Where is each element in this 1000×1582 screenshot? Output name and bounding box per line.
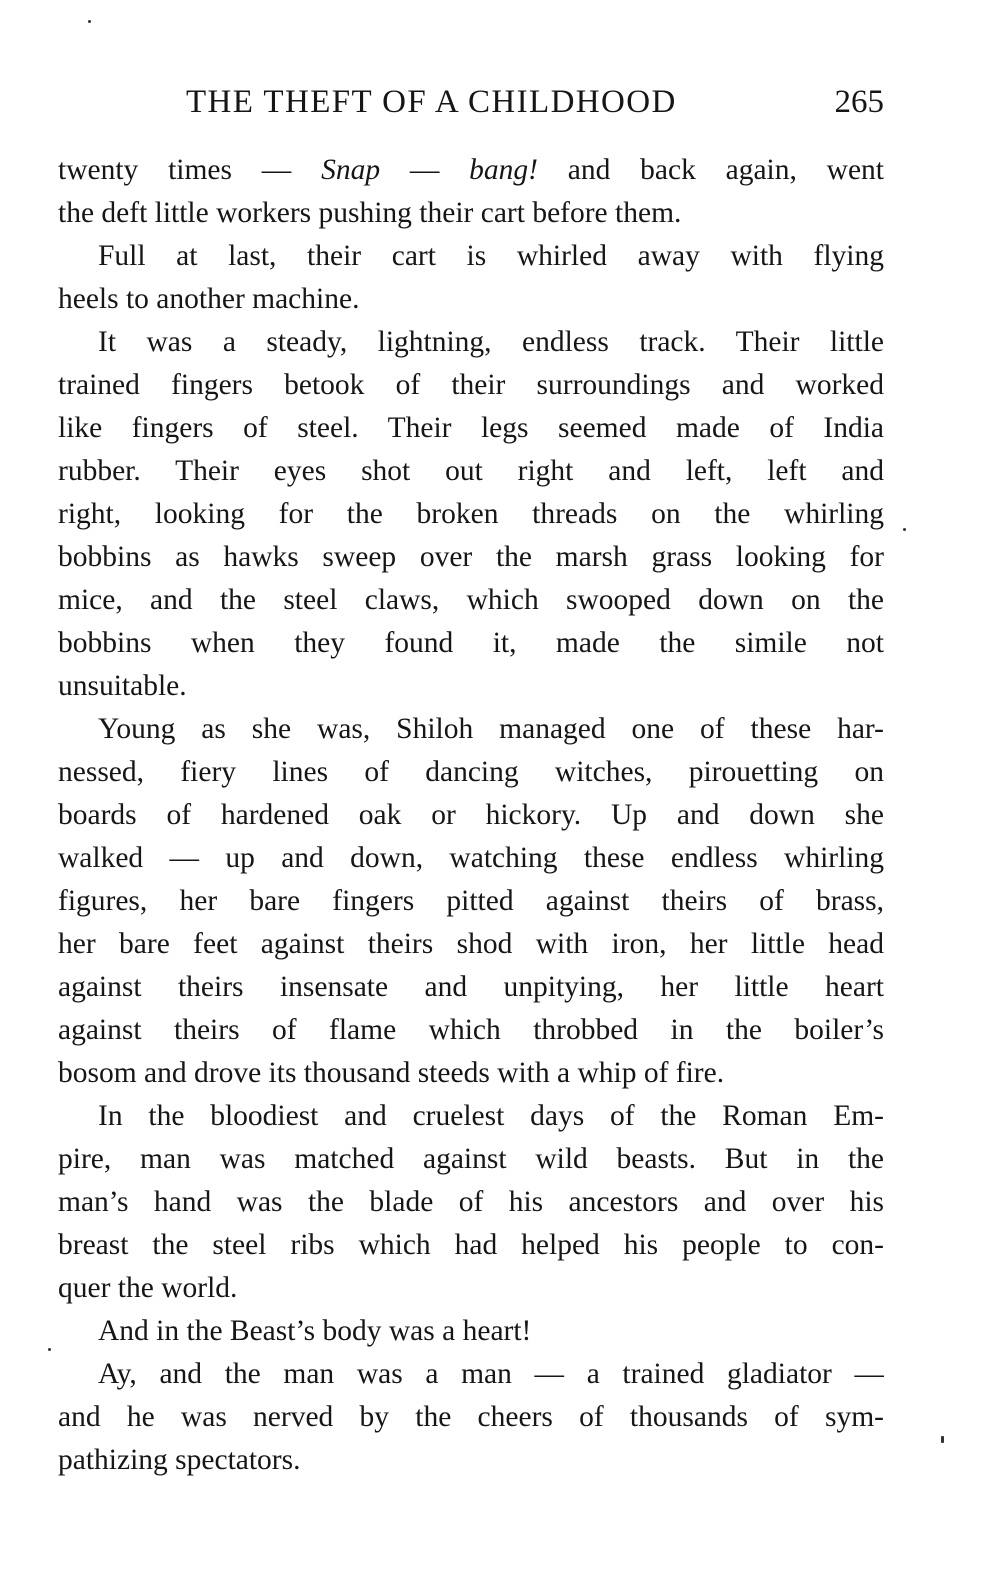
text-line: and he was nerved by the cheers of thousands of sym- [58,1401,884,1433]
text-line: twenty times — Snap — bang! and back again, went [58,154,884,186]
text-line: pathizing spectators. [58,1444,301,1476]
text-line: against theirs of flame which throbbed in the boiler’s [58,1014,884,1046]
text-line: In the bloodiest and cruelest days of the Roman Em- [98,1100,884,1132]
scan-speck [903,528,906,531]
text-line: man’s hand was the blade of his ancestors and over his [58,1186,884,1218]
body-text [58,149,884,1482]
text-line: against theirs insensate and unpitying, her little heart [58,971,884,1003]
text-line: unsuitable. [58,670,187,702]
text-line: the deft little workers pushing their cart before them. [58,197,682,229]
text-line: figures, her bare fingers pitted against theirs of brass, [58,885,884,917]
text-line: heels to another machine. [58,283,360,315]
text-line: walked — up and down, watching these endless whirling [58,842,884,874]
running-title: THE THEFT OF A CHILDHOOD [186,84,677,120]
text-line: bosom and drove its thousand steeds with a whip of fire. [58,1057,725,1089]
page-number: 265 [834,84,884,120]
text-line: nessed, fiery lines of dancing witches, pirouetting on [58,756,884,788]
scan-speck [48,1348,51,1351]
text-line: breast the steel ribs which had helped his people to con- [58,1229,884,1261]
text-line: It was a steady, lightning, endless track. Their little [98,326,884,358]
text-line: mice, and the steel claws, which swooped down on the [58,584,884,616]
italic-word: Snap [321,154,381,186]
text-line: right, looking for the broken threads on the whirling [58,498,884,530]
scan-speck [88,20,91,23]
text-line: Young as she was, Shiloh managed one of these har- [98,713,884,745]
text-line: like fingers of steel. Their legs seemed made of India [58,412,884,444]
text-line: And in the Beast’s body was a heart! [98,1315,532,1347]
text-line: bobbins as hawks sweep over the marsh grass looking for [58,541,884,573]
text-line: pire, man was matched against wild beasts. But in the [58,1143,884,1175]
text-line: her bare feet against theirs shod with iron, her little head [58,928,884,960]
text-line: Ay, and the man was a man — a trained gladiator — [98,1358,884,1390]
text-line: Full at last, their cart is whirled away with flying [98,240,884,272]
text-line: trained fingers betook of their surroundings and worked [58,369,884,401]
text-line: bobbins when they found it, made the simile not [58,627,884,659]
italic-word: bang! [469,154,538,186]
scan-speck [941,1436,944,1443]
page-header [58,84,884,124]
text-line: quer the world. [58,1272,238,1304]
text-line: rubber. Their eyes shot out right and left, left and [58,455,884,487]
text-line: boards of hardened oak or hickory. Up and down she [58,799,884,831]
